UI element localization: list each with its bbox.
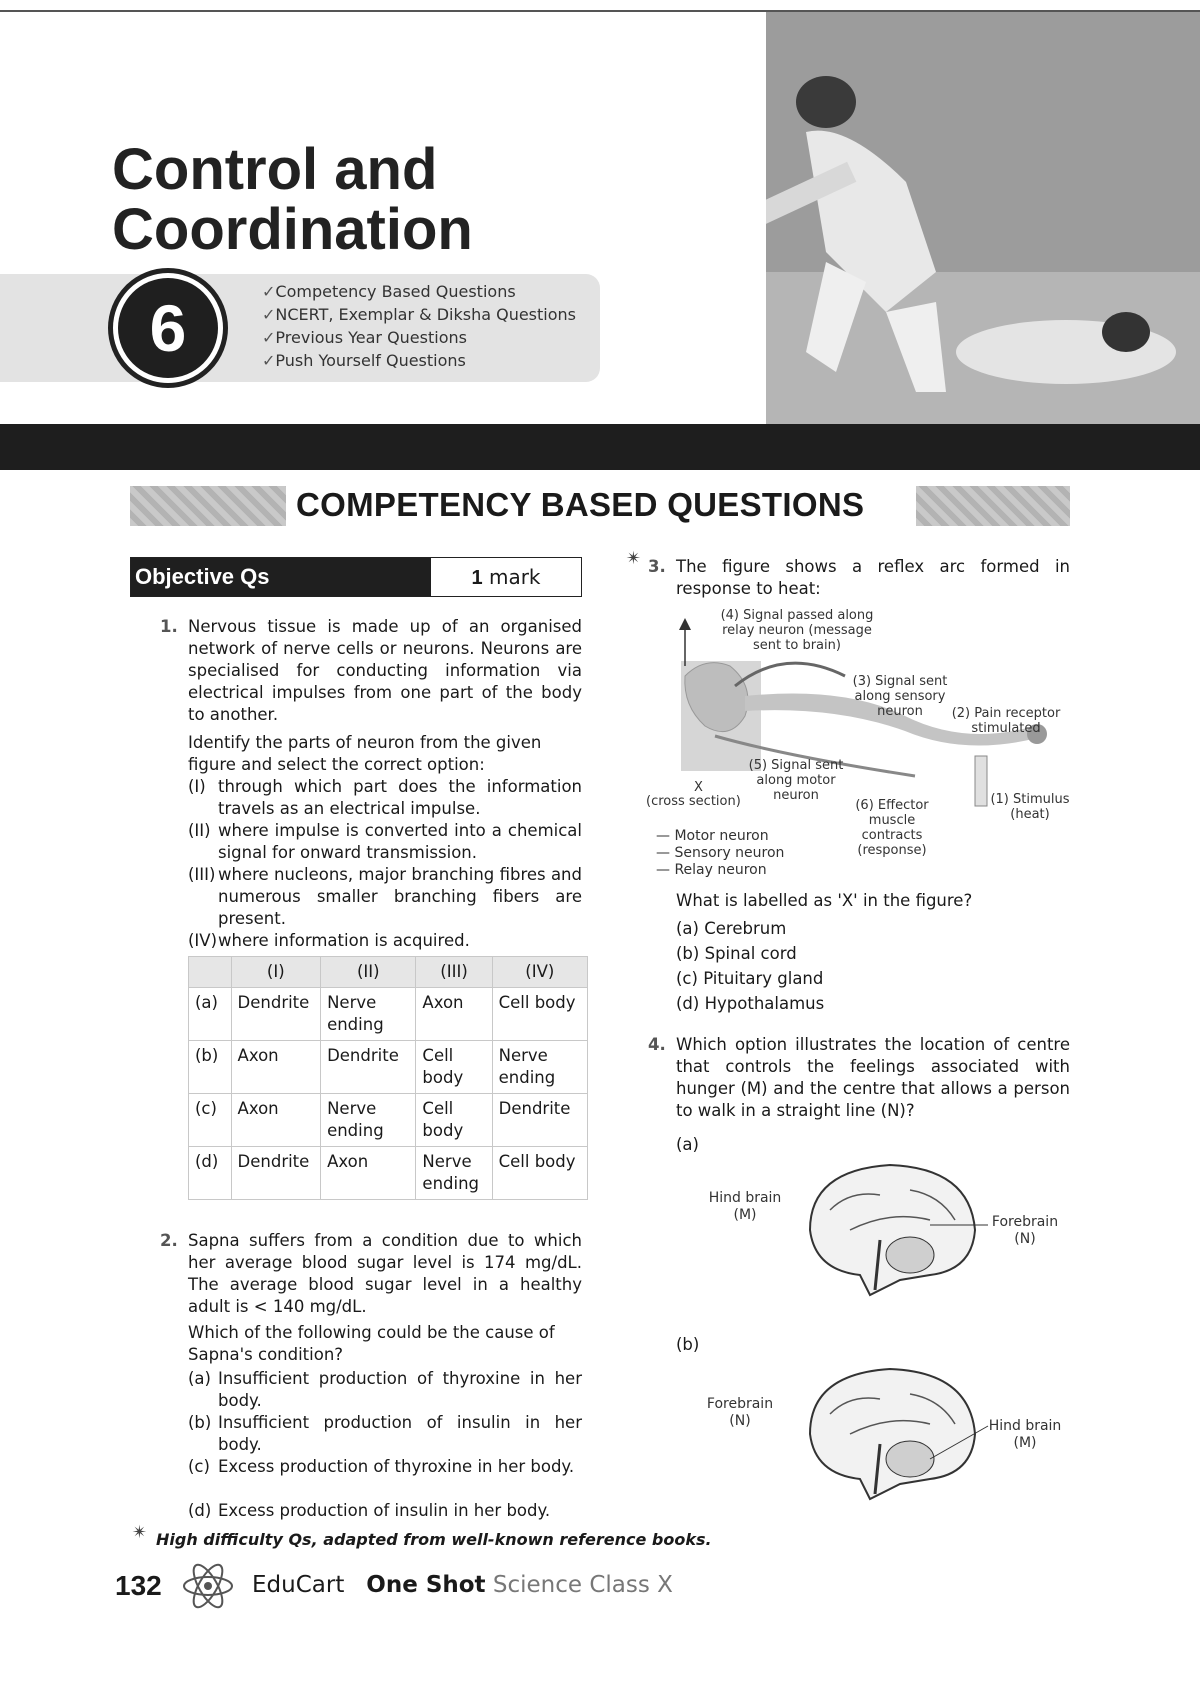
table-row [189, 988, 588, 1041]
table-cell: Axon [231, 1094, 321, 1147]
q2-option-label: (d) [188, 1501, 212, 1520]
table-cell: Cell body [492, 988, 587, 1041]
q3-option: (b) Spinal cord [676, 944, 797, 963]
q4-option-a-label: (a) [676, 1135, 699, 1154]
q4-stem: Which option illustrates the location of centre that controls the feelings associated with hunger (M) and the centre that allows a person to walk in a straight line (N)? [676, 1035, 1070, 1120]
q4-number: 4. [648, 1035, 666, 1054]
footer-one-shot: One Shot [366, 1572, 486, 1598]
fig-legend [656, 828, 784, 879]
difficulty-star-icon: ✴ [626, 548, 642, 569]
fig-label-6-text: (6) Effector muscle contracts (response) [855, 798, 929, 858]
q2-option-text: Insufficient production of thyroxine in her body. [218, 1369, 582, 1410]
q1-stem: Nervous tissue is made up of an organised network of nerve cells or neurons. Neurons are specialised for conducting information via electrical impulses from one part of the body to another. [188, 617, 582, 724]
brain-b-right-label: Hind brain (M) [988, 1418, 1062, 1451]
feature-item: ✓ Previous Year Questions [262, 326, 576, 349]
table-row [189, 1041, 588, 1094]
table-cell: Nerve ending [416, 1147, 492, 1200]
fig-label-4-text: (4) Signal passed along relay neuron (message sent to brain) [720, 608, 874, 653]
q2-option-text: Insufficient production of insulin in her body. [218, 1413, 582, 1454]
table-cell: Cell body [492, 1147, 587, 1200]
table-row [189, 1094, 588, 1147]
q3-number: 3. [648, 557, 666, 576]
fig-label-x: X [694, 780, 703, 795]
table-header-cell: (I) [231, 957, 321, 988]
header-black-bar [0, 424, 1200, 470]
brand-logo: EduCart [252, 1572, 345, 1598]
q1-part-label: (I) [188, 777, 206, 796]
table-header-cell: (III) [416, 957, 492, 988]
table-header-cell: (IV) [492, 957, 587, 988]
difficulty-note: High difficulty Qs, adapted from well-known reference books. [156, 1530, 712, 1549]
table-cell: (c) [189, 1094, 232, 1147]
table-cell: Dendrite [231, 988, 321, 1041]
q2-option-label: (c) [188, 1457, 210, 1476]
fig-label-3-text: (3) Signal sent along sensory neuron [852, 674, 948, 719]
page-number: 132 [115, 1570, 162, 1601]
q2-number: 2. [160, 1231, 178, 1250]
table-cell: Nerve ending [321, 988, 416, 1041]
q3-option: (d) Hypothalamus [676, 994, 825, 1013]
footer-brand [252, 1572, 673, 1598]
fig-label-xsec: (cross section) [646, 794, 741, 809]
table-cell: Nerve ending [492, 1041, 587, 1094]
q1-instruction: Identify the parts of neuron from the given figure and select the correct option: [188, 733, 542, 774]
title-line-1: Control and [112, 137, 438, 202]
chapter-number: 6 [118, 278, 218, 378]
q2-option-text: Excess production of insulin in her body. [218, 1501, 551, 1520]
q1-part-text: through which part does the information travels as an electrical impulse. [218, 777, 582, 818]
q1-options-table [188, 956, 588, 1200]
fig-label-1-text: (1) Stimulus (heat) [990, 792, 1070, 822]
atom-icon [180, 1558, 236, 1614]
section-pattern-right [916, 486, 1070, 526]
chapter-feature-list [262, 280, 576, 372]
q1-part-text: where impulse is converted into a chemical signal for onward transmission. [218, 821, 582, 862]
table-header-row [189, 957, 588, 988]
table-header-cell [189, 957, 232, 988]
title-line-2: Coordination [112, 197, 473, 262]
table-cell: Nerve ending [321, 1094, 416, 1147]
difficulty-star-icon: ✴ [132, 1522, 148, 1543]
footer-science: Science [492, 1572, 583, 1598]
q2-option-label: (a) [188, 1369, 211, 1388]
brain-a-left-label: Hind brain (M) [708, 1190, 782, 1223]
q1-part-text: where nucleons, major branching fibres and numerous smaller branching fibers are present. [218, 865, 582, 928]
q3-stem: The figure shows a reflex arc formed in response to heat: [676, 557, 1070, 598]
section-title: COMPETENCY BASED QUESTIONS [296, 486, 865, 523]
table-cell: (a) [189, 988, 232, 1041]
q2-stem: Sapna suffers from a condition due to which her average blood sugar level is 174 mg/dL. The average blood sugar level in a healthy adult is < 140 mg/dL. [188, 1231, 582, 1316]
feature-item: ✓ Competency Based Questions [262, 280, 576, 303]
fig-label-2-text: (2) Pain receptor stimulated [951, 706, 1061, 736]
brain-figure-a [790, 1150, 990, 1300]
table-cell: (d) [189, 1147, 232, 1200]
table-row [189, 1147, 588, 1200]
legend-item: — Sensory neuron [656, 845, 785, 861]
legend-item: — Relay neuron [656, 862, 767, 878]
marks-label: 1 mark [471, 565, 541, 589]
brain-b-left-label: Forebrain (N) [706, 1396, 774, 1429]
objective-label: Objective Qs [131, 558, 431, 596]
brain-figure-b [790, 1354, 990, 1504]
feature-item: ✓ Push Yourself Questions [262, 349, 576, 372]
q1-number: 1. [160, 617, 178, 636]
q2-option-text: Excess production of thyroxine in her body. [218, 1457, 575, 1476]
q1-part-label: (III) [188, 865, 216, 884]
table-cell: Dendrite [492, 1094, 587, 1147]
feature-item: ✓ NCERT, Exemplar & Diksha Questions [262, 303, 576, 326]
section-pattern-left [130, 486, 286, 526]
q2-question: Which of the following could be the cause of Sapna's condition? [188, 1323, 555, 1364]
chapter-number-badge [108, 268, 228, 388]
chapter-photo [766, 12, 1200, 424]
table-cell: Dendrite [231, 1147, 321, 1200]
q1-part-text: where information is acquired. [218, 931, 470, 950]
q3-question: What is labelled as 'X' in the figure? [676, 891, 973, 910]
table-cell: Axon [321, 1147, 416, 1200]
table-cell: Cell body [416, 1094, 492, 1147]
q3-option: (a) Cerebrum [676, 919, 787, 938]
q2-option-label: (b) [188, 1413, 212, 1432]
q1-part-label: (II) [188, 821, 211, 840]
table-header-cell: (II) [321, 957, 416, 988]
table-cell: Cell body [416, 1041, 492, 1094]
chapter-title [112, 137, 473, 262]
q4-option-b-label: (b) [676, 1335, 700, 1354]
q1-part-label: (IV) [188, 931, 218, 950]
table-cell: (b) [189, 1041, 232, 1094]
table-cell: Axon [416, 988, 492, 1041]
footer-class: Class X [589, 1572, 673, 1598]
q3-option: (c) Pituitary gland [676, 969, 824, 988]
table-cell: Axon [231, 1041, 321, 1094]
brain-a-right-label: Forebrain (N) [991, 1214, 1059, 1247]
table-cell: Dendrite [321, 1041, 416, 1094]
legend-item: — Motor neuron [656, 828, 769, 844]
objective-bar [130, 557, 582, 597]
fig-label-5-text: (5) Signal sent along motor neuron [748, 758, 844, 803]
